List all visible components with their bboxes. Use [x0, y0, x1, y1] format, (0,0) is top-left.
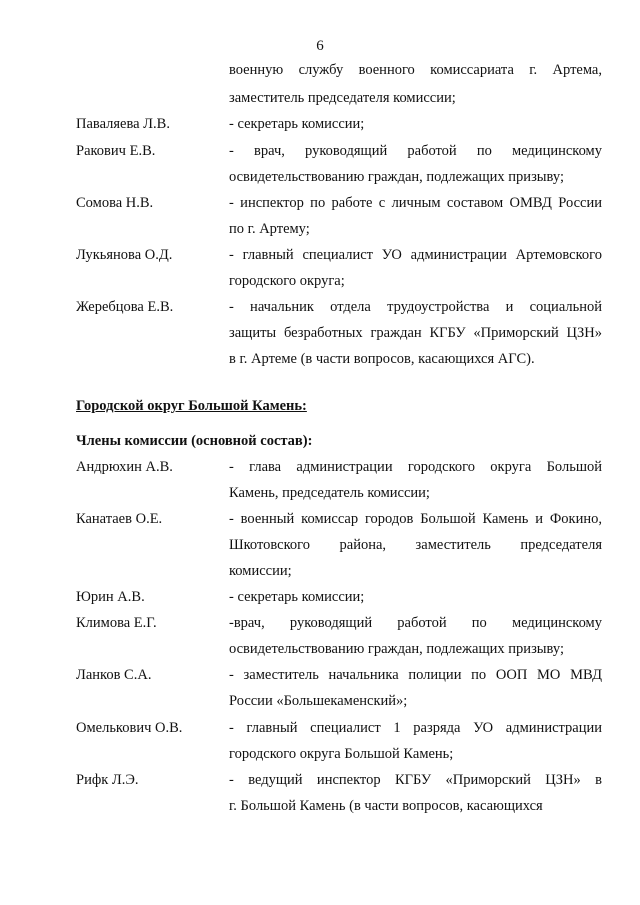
member-role-line: Шкотовского района, заместитель председателя	[229, 537, 602, 553]
member-role-line: городского округа Большой Камень;	[229, 746, 454, 762]
member-role-line: - секретарь комиссии;	[229, 116, 365, 132]
member-role-line: - главный специалист 1 разряда УО администрации	[229, 720, 602, 736]
member-role-line: городского округа;	[229, 273, 345, 289]
member-name: Ланков С.А.	[76, 667, 152, 683]
member-role-line: Камень, председатель комиссии;	[229, 485, 430, 501]
page-number: 6	[316, 38, 324, 54]
member-name: Юрин А.В.	[76, 589, 145, 605]
subsection-heading: Члены комиссии (основной состав):	[76, 433, 313, 449]
continuation-line: заместитель председателя комиссии;	[229, 90, 456, 106]
member-name: Канатаев О.Е.	[76, 511, 163, 527]
continuation-line: военную службу военного комиссариата г. Артема,	[229, 62, 602, 78]
member-role-line: - заместитель начальника полиции по ООП МО МВД	[229, 667, 602, 683]
member-role-line: г. Большой Камень (в части вопросов, касающихся	[229, 798, 543, 814]
member-name: Лукьянова О.Д.	[76, 247, 173, 263]
member-name: Паваляева Л.В.	[76, 116, 170, 132]
member-role-line: -врач, руководящий работой по медицинскому	[229, 615, 602, 631]
member-role-line: - инспектор по работе с личным составом ОМВД России	[229, 195, 602, 211]
member-role-line: - военный комиссар городов Большой Камень и Фокино,	[229, 511, 602, 527]
member-role-line: в г. Артеме (в части вопросов, касающихся АГС).	[229, 351, 535, 367]
member-name: Андрюхин А.В.	[76, 459, 173, 475]
member-name: Омелькович О.В.	[76, 720, 183, 736]
member-role-line: России «Большекаменский»;	[229, 693, 408, 709]
member-role-line: защиты безработных граждан КГБУ «Приморский ЦЗН»	[229, 325, 602, 341]
member-role-line: - начальник отдела трудоустройства и социальной	[229, 299, 602, 315]
section-heading: Городской округ Большой Камень:	[76, 398, 307, 414]
member-role-line: - глава администрации городского округа Большой	[229, 459, 602, 475]
member-role-line: - главный специалист УО администрации Артемовского	[229, 247, 602, 263]
member-role-line: - секретарь комиссии;	[229, 589, 365, 605]
member-role-line: по г. Артему;	[229, 221, 310, 237]
member-role-line: освидетельствованию граждан, подлежащих призыву;	[229, 641, 564, 657]
member-role-line: освидетельствованию граждан, подлежащих призыву;	[229, 169, 564, 185]
member-role-line: - ведущий инспектор КГБУ «Приморский ЦЗН» в	[229, 772, 602, 788]
member-name: Климова Е.Г.	[76, 615, 157, 631]
member-name: Ракович Е.В.	[76, 143, 156, 159]
member-name: Рифк Л.Э.	[76, 772, 139, 788]
member-role-line: - врач, руководящий работой по медицинскому	[229, 143, 602, 159]
member-name: Сомова Н.В.	[76, 195, 154, 211]
member-name: Жеребцова Е.В.	[76, 299, 174, 315]
member-role-line: комиссии;	[229, 563, 292, 579]
